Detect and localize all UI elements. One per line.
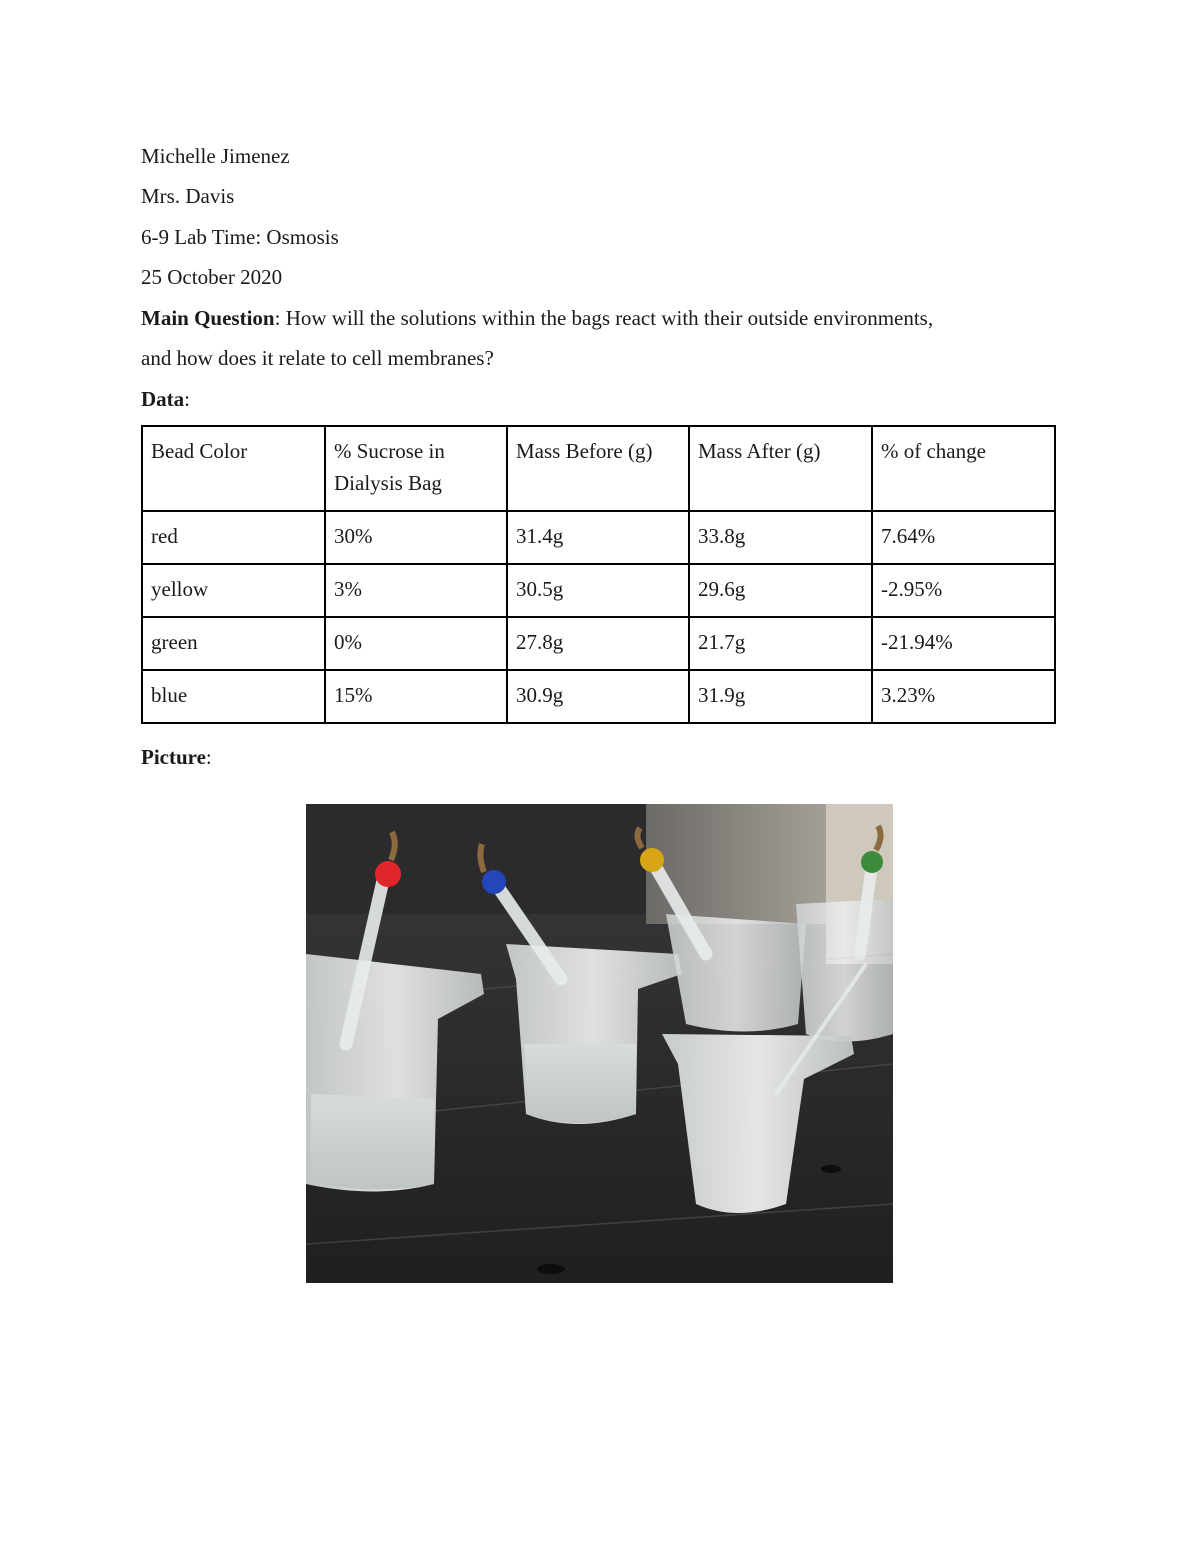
table-cell: 27.8g (507, 617, 689, 670)
picture-label: Picture (141, 745, 206, 769)
header-cell: Mass Before (g) (507, 426, 689, 511)
picture-colon: : (205, 745, 212, 769)
data-label: Data (141, 387, 185, 411)
picture-heading (141, 744, 212, 770)
table-cell: 30% (325, 511, 507, 564)
blue-bead (482, 870, 506, 894)
teacher-name: Mrs. Davis (141, 184, 235, 208)
header-cell: Mass After (g) (689, 426, 872, 511)
main-question-colon: : (274, 306, 281, 330)
table-cell: 7.64% (872, 511, 1055, 564)
data-heading (141, 386, 190, 412)
table-cell: red (142, 511, 325, 564)
main-question-text: How will the solutions within the bags react with their outside environments, (280, 306, 934, 330)
table-cell: blue (142, 670, 325, 723)
table-cell: -2.95% (872, 564, 1055, 617)
table-row (142, 564, 1055, 617)
table-cell: 15% (325, 670, 507, 723)
table-cell: -21.94% (872, 617, 1055, 670)
main-question-line-1 (141, 305, 933, 331)
osmosis-data-table (141, 425, 1056, 724)
table-header-row (142, 426, 1055, 511)
table-row (142, 670, 1055, 723)
table-cell: yellow (142, 564, 325, 617)
main-question-line-2: and how does it relate to cell membranes? (141, 346, 494, 370)
data-colon: : (184, 387, 191, 411)
table-cell: 31.9g (689, 670, 872, 723)
table-cell: 3.23% (872, 670, 1055, 723)
yellow-bead (640, 848, 664, 872)
table-cell: 30.5g (507, 564, 689, 617)
green-bead (861, 851, 883, 873)
table-row (142, 617, 1055, 670)
table-cell: 21.7g (689, 617, 872, 670)
table-cell: 33.8g (689, 511, 872, 564)
table-cell: 31.4g (507, 511, 689, 564)
main-question-label: Main Question (141, 306, 275, 330)
table-cell: 29.6g (689, 564, 872, 617)
table-cell: 30.9g (507, 670, 689, 723)
student-name: Michelle Jimenez (141, 144, 290, 168)
header-cell: % Sucrose in Dialysis Bag (325, 426, 507, 511)
table-row (142, 511, 1055, 564)
header-cell: Bead Color (142, 426, 325, 511)
table-cell: green (142, 617, 325, 670)
table-cell: 0% (325, 617, 507, 670)
lab-title: 6-9 Lab Time: Osmosis (141, 225, 339, 249)
date: 25 October 2020 (141, 265, 283, 289)
red-bead (375, 861, 401, 887)
lab-photo (306, 804, 893, 1283)
header-cell: % of change (872, 426, 1055, 511)
table-cell: 3% (325, 564, 507, 617)
